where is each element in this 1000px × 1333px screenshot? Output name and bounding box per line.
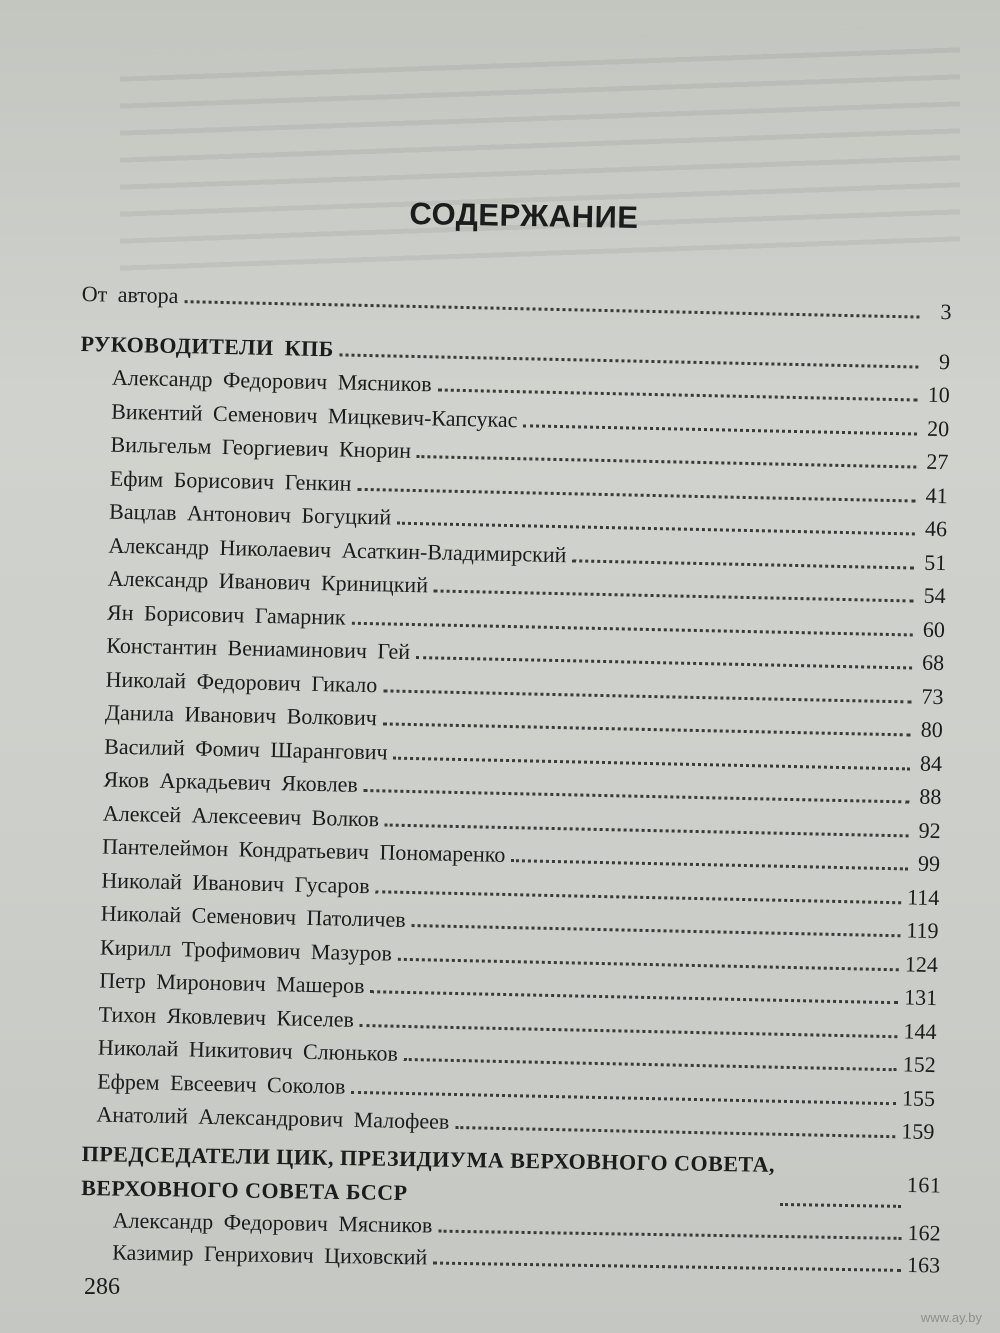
- dot-leader: [434, 589, 914, 602]
- toc-entry-name: Кирилл Трофимович Мазуров: [99, 934, 393, 966]
- toc-page-number: 88: [919, 783, 942, 810]
- toc-page-number: 20: [926, 415, 950, 441]
- toc-page-number: 41: [925, 482, 948, 508]
- toc-entry-name: Ефим Борисович Генкин: [109, 465, 352, 496]
- dot-leader: [360, 1023, 898, 1037]
- toc-entry-name: Николай Иванович Гусаров: [101, 867, 370, 898]
- toc-page-number: 68: [921, 649, 945, 676]
- dot-leader: [364, 789, 910, 803]
- dot-leader: [433, 1262, 901, 1272]
- toc-page-number: 3: [940, 298, 952, 325]
- toc-entry-name: Казимир Генрихович Циховский: [112, 1239, 428, 1270]
- toc-page-number: 54: [923, 582, 946, 609]
- dot-leader: [404, 1058, 897, 1071]
- toc-entry-name: Тихон Яковлевич Киселев: [98, 1001, 355, 1032]
- dot-leader: [523, 424, 917, 435]
- toc-page-number: 161: [906, 1171, 942, 1198]
- watermark: www.ay.by: [920, 1310, 982, 1325]
- toc-page-number: 155: [901, 1084, 936, 1111]
- toc-page-number: 159: [901, 1118, 935, 1145]
- toc-label: От автора: [81, 281, 179, 309]
- toc-entry-name: Александр Иванович Криницкий: [107, 565, 429, 598]
- toc-page-number: 144: [903, 1017, 937, 1044]
- page-number: 286: [84, 1274, 120, 1300]
- dot-leader: [385, 823, 909, 837]
- toc-entry-name: Данила Иванович Волкович: [104, 699, 378, 731]
- toc-page-number: 163: [906, 1251, 941, 1278]
- toc-section-2: [80, 1137, 942, 1284]
- toc-entry-name: Анатолий Александрович Малофеев: [96, 1101, 450, 1134]
- dot-leader: [438, 388, 918, 401]
- toc-page-number: 80: [920, 716, 944, 743]
- toc-entry-name: Петр Миронович Машеров: [99, 967, 365, 999]
- dot-leader: [398, 957, 899, 970]
- dot-leader: [417, 455, 916, 468]
- toc-entry-name: Яков Аркадьевич Яковлев: [103, 766, 359, 797]
- dot-leader: [184, 300, 919, 318]
- dot-leader: [416, 656, 912, 669]
- toc-entry-name: Пантелеймон Кондратьевич Пономаренко: [101, 833, 506, 867]
- toc-page-number: 73: [921, 683, 944, 709]
- section-entries: [80, 1207, 941, 1285]
- toc-entry-name: Александр Николаевич Асаткин-Владимирский: [108, 532, 567, 567]
- toc-page-number: 152: [902, 1051, 937, 1078]
- page-title: СОДЕРЖАНИЕ: [409, 196, 639, 235]
- dot-leader: [383, 689, 911, 703]
- toc-entry-name: Василий Фомич Шарангович: [104, 733, 388, 765]
- toc-entry-name: Вацлав Антонович Богуцкий: [108, 498, 392, 530]
- toc-row-intro: [81, 281, 952, 333]
- dot-leader: [340, 353, 919, 368]
- dot-leader: [383, 722, 911, 736]
- dot-leader: [351, 621, 912, 636]
- toc-entry-name: Ефрем Евсеевич Соколов: [96, 1067, 346, 1099]
- toc-page-number: 99: [917, 850, 941, 877]
- toc-entry-name: Александр Федорович Мясников: [112, 1207, 433, 1238]
- toc-entry-name: Ян Борисович Гамарник: [106, 599, 346, 630]
- section-label: [81, 1137, 775, 1216]
- dot-leader: [780, 1203, 900, 1208]
- dot-leader: [397, 522, 915, 536]
- dot-leader: [351, 1090, 896, 1104]
- toc-entry-name: Вильгельм Георгиевич Кнорин: [110, 431, 412, 463]
- toc-entry-name: Викентий Семенович Мицкевич-Капсукас: [111, 398, 518, 432]
- toc-page-number: 162: [907, 1219, 941, 1246]
- dot-leader: [438, 1230, 901, 1240]
- dot-leader: [411, 924, 900, 937]
- toc-entry-name: Николай Никитович Слюньков: [97, 1034, 399, 1066]
- table-of-contents: [64, 281, 952, 1153]
- toc-page-number: 10: [927, 381, 951, 408]
- toc-page-number: 9: [938, 348, 951, 374]
- section-label-line-2: ВЕРХОВНОГО СОВЕТА БССР: [81, 1174, 408, 1206]
- toc-entry-name: Александр Федорович Мясников: [111, 364, 432, 397]
- toc-page-number: 131: [903, 984, 938, 1011]
- section-label: РУКОВОДИТЕЛИ КПБ: [80, 330, 335, 361]
- toc-page-number: 124: [904, 950, 939, 977]
- toc-page-number: 84: [919, 750, 943, 776]
- toc-page-number: 114: [906, 883, 940, 910]
- section-entries: [64, 364, 950, 1153]
- toc-entry-name: Николай Федорович Гикало: [105, 666, 378, 697]
- dot-leader: [376, 890, 901, 904]
- section-label-line-1: ПРЕДСЕДАТЕЛИ ЦИК, ПРЕЗИДИУМА ВЕРХОВНОГО СОВЕТА,: [81, 1140, 776, 1177]
- toc-page-number: 119: [906, 917, 939, 944]
- toc-page-number: 27: [926, 448, 949, 475]
- toc-page-number: 60: [922, 616, 946, 642]
- toc-entry-name: Константин Вениаминович Гей: [106, 632, 411, 664]
- dot-leader: [357, 487, 915, 502]
- dot-leader: [455, 1126, 895, 1138]
- dot-leader: [370, 990, 898, 1004]
- toc-page-number: 51: [924, 549, 947, 575]
- dot-leader: [572, 559, 914, 569]
- toc-entry-name: Алексей Алексеевич Волков: [102, 800, 380, 831]
- dot-leader: [511, 859, 908, 870]
- toc-page-number: 46: [924, 515, 948, 542]
- toc-page-number: 92: [918, 817, 941, 843]
- dot-leader: [393, 756, 910, 770]
- toc-entry-name: Николай Семенович Патоличев: [100, 900, 406, 932]
- toc-section-heading: [81, 1137, 942, 1218]
